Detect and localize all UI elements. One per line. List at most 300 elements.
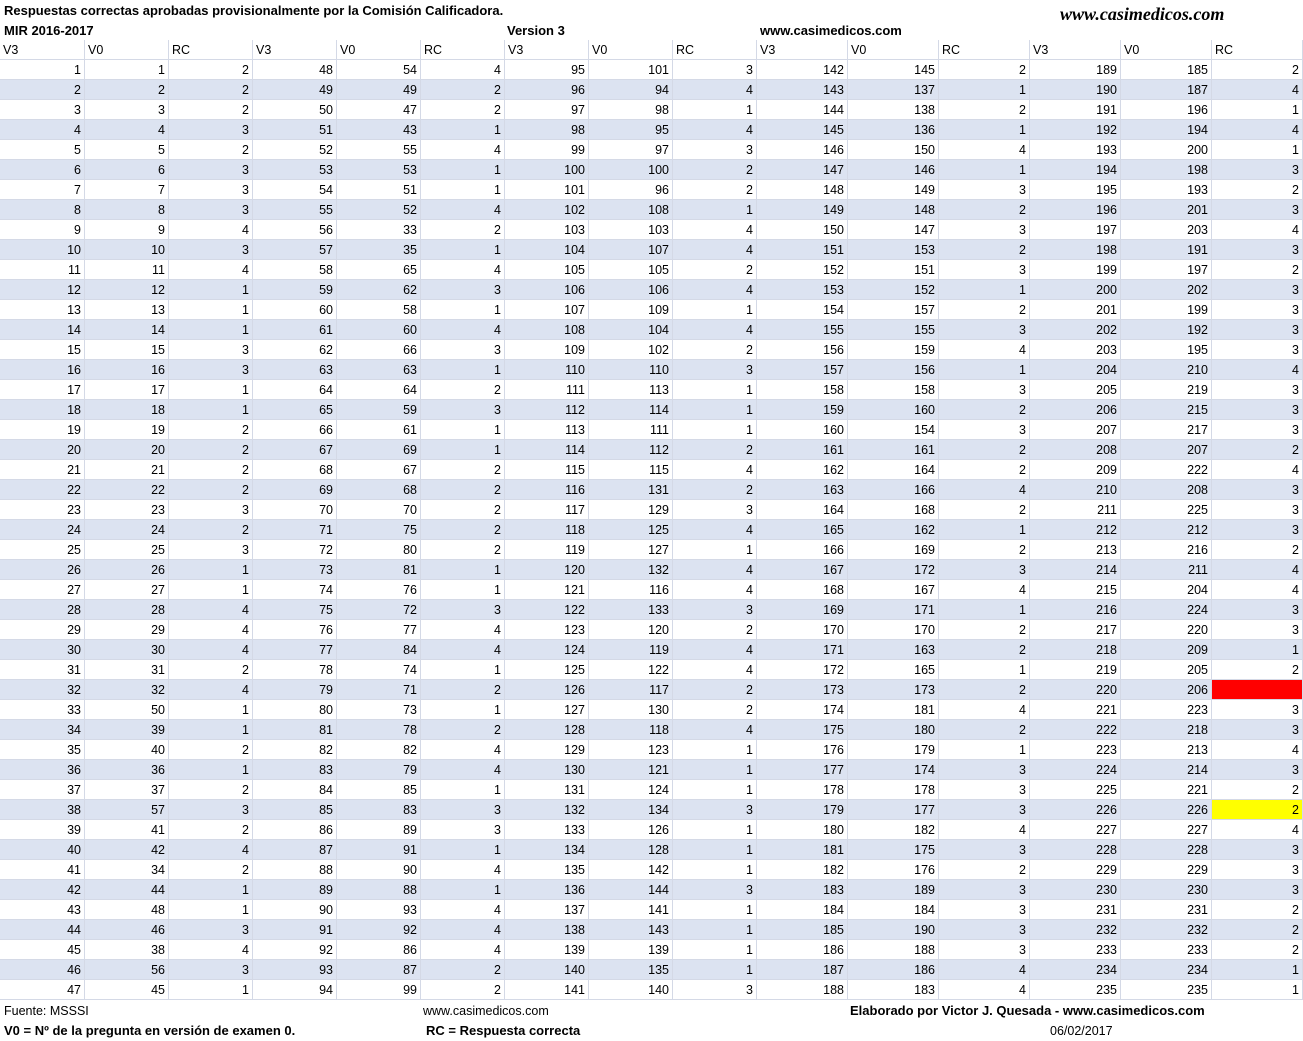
table-cell-v0: 12 (85, 280, 169, 300)
table-cell-rc: 1 (421, 160, 505, 180)
table-cell-v3: 100 (505, 160, 589, 180)
table-cell-v3: 34 (0, 720, 85, 740)
table-cell-v0: 133 (589, 600, 673, 620)
table-cell-rc: 3 (1212, 620, 1303, 640)
table-cell-v3: 61 (253, 320, 337, 340)
table-cell-v0: 192 (1121, 320, 1212, 340)
table-cell-rc: 1 (421, 360, 505, 380)
table-cell-v0: 140 (589, 980, 673, 1000)
table-cell-v0: 52 (337, 200, 421, 220)
table-cell-v0: 130 (589, 700, 673, 720)
table-row (0, 940, 1303, 960)
table-cell-rc: 1 (673, 960, 757, 980)
table-cell-v0: 33 (337, 220, 421, 240)
table-cell-v0: 89 (337, 820, 421, 840)
table-cell-v3: 136 (505, 880, 589, 900)
table-cell-v3: 99 (505, 140, 589, 160)
table-cell-rc: 4 (673, 320, 757, 340)
table-cell-rc: 1 (421, 660, 505, 680)
table-cell-rc: 1 (421, 120, 505, 140)
table-cell-v3: 83 (253, 760, 337, 780)
table-cell-rc: 1 (1212, 980, 1303, 1000)
table-cell-rc: 1 (169, 320, 253, 340)
table-cell-v0: 198 (1121, 160, 1212, 180)
table-cell-v0: 119 (589, 640, 673, 660)
table-cell-rc: 3 (939, 880, 1030, 900)
table-cell-v3: 149 (757, 200, 848, 220)
table-cell-rc: 4 (421, 140, 505, 160)
table-cell-rc: 3 (673, 60, 757, 80)
table-cell-v3: 39 (0, 820, 85, 840)
table-cell-v3: 231 (1030, 900, 1121, 920)
table-cell-v3: 179 (757, 800, 848, 820)
table-cell-v3: 123 (505, 620, 589, 640)
table-cell-v0: 77 (337, 620, 421, 640)
table-cell-v0: 71 (337, 680, 421, 700)
table-cell-v0: 101 (589, 60, 673, 80)
table-cell-v3: 198 (1030, 240, 1121, 260)
table-cell-v3: 121 (505, 580, 589, 600)
table-cell-v0: 112 (589, 440, 673, 460)
table-cell-rc: 3 (939, 760, 1030, 780)
table-cell-rc: 1 (673, 840, 757, 860)
table-cell-rc: 1 (169, 560, 253, 580)
table-cell-rc: 2 (939, 460, 1030, 480)
table-cell-v3: 154 (757, 300, 848, 320)
table-cell-v3: 88 (253, 860, 337, 880)
table-cell-v3: 50 (253, 100, 337, 120)
table-cell-rc: 1 (421, 700, 505, 720)
table-cell-v0: 98 (589, 100, 673, 120)
table-cell-v3: 66 (253, 420, 337, 440)
table-cell-rc: 2 (1212, 60, 1303, 80)
table-cell-rc: 1 (1212, 100, 1303, 120)
table-cell-v3: 1 (0, 60, 85, 80)
table-cell-v3: 101 (505, 180, 589, 200)
table-row (0, 320, 1303, 340)
table-cell-v0: 32 (85, 680, 169, 700)
table-cell-rc: 4 (1212, 580, 1303, 600)
table-cell-v0: 127 (589, 540, 673, 560)
table-cell-v3: 44 (0, 920, 85, 940)
table-cell-v0: 171 (848, 600, 939, 620)
table-cell-v0: 230 (1121, 880, 1212, 900)
table-cell-v0: 197 (1121, 260, 1212, 280)
table-cell-v0: 64 (337, 380, 421, 400)
table-row (0, 220, 1303, 240)
table-cell-rc: 3 (1212, 320, 1303, 340)
table-cell-rc: 2 (421, 980, 505, 1000)
table-cell-rc: 4 (939, 820, 1030, 840)
table-cell-v3: 128 (505, 720, 589, 740)
table-cell-rc: 1 (169, 760, 253, 780)
table-cell-rc: 4 (421, 260, 505, 280)
table-cell-rc: 3 (1212, 200, 1303, 220)
brand-logo-text: www.casimedicos.com (1060, 4, 1225, 24)
table-cell-rc: 2 (421, 100, 505, 120)
table-cell-v3: 70 (253, 500, 337, 520)
table-cell-v3: 133 (505, 820, 589, 840)
table-cell-v0: 48 (85, 900, 169, 920)
table-cell-v3: 211 (1030, 500, 1121, 520)
table-cell-v3: 110 (505, 360, 589, 380)
table-cell-v0: 184 (848, 900, 939, 920)
table-row (0, 460, 1303, 480)
table-cell-v3: 156 (757, 340, 848, 360)
table-cell-rc: 3 (1212, 160, 1303, 180)
table-cell-v0: 25 (85, 540, 169, 560)
table-cell-v0: 159 (848, 340, 939, 360)
table-cell-v3: 125 (505, 660, 589, 680)
table-row (0, 520, 1303, 540)
table-cell-v3: 193 (1030, 140, 1121, 160)
table-cell-rc: 1 (169, 700, 253, 720)
table-cell-rc: 2 (1212, 180, 1303, 200)
table-cell-v0: 117 (589, 680, 673, 700)
table-cell-rc: 1 (169, 880, 253, 900)
table-cell-v0: 166 (848, 480, 939, 500)
table-cell-rc: 4 (1212, 460, 1303, 480)
table-cell-v0: 223 (1121, 700, 1212, 720)
table-cell-v0: 28 (85, 600, 169, 620)
column-header-v3: V3 (757, 40, 848, 60)
table-cell-rc: 3 (939, 220, 1030, 240)
table-cell-v3: 200 (1030, 280, 1121, 300)
table-cell-v3: 42 (0, 880, 85, 900)
table-cell-rc: 2 (939, 200, 1030, 220)
table-cell-v0: 179 (848, 740, 939, 760)
table-cell-v3: 197 (1030, 220, 1121, 240)
table-cell-v3: 153 (757, 280, 848, 300)
table-cell-v3: 74 (253, 580, 337, 600)
table-cell-v0: 156 (848, 360, 939, 380)
table-cell-v3: 188 (757, 980, 848, 1000)
table-cell-v3: 40 (0, 840, 85, 860)
table-cell-v3: 191 (1030, 100, 1121, 120)
table-cell-v3: 36 (0, 760, 85, 780)
table-cell-rc: 2 (939, 300, 1030, 320)
table-cell-rc: 1 (421, 580, 505, 600)
table-cell-v3: 89 (253, 880, 337, 900)
table-cell-v3: 59 (253, 280, 337, 300)
table-cell-rc: 1 (673, 900, 757, 920)
table-row (0, 120, 1303, 140)
table-cell-v3: 81 (253, 720, 337, 740)
table-cell-rc: 2 (421, 480, 505, 500)
table-cell-rc: 3 (1212, 840, 1303, 860)
table-cell-v3: 26 (0, 560, 85, 580)
table-cell-v3: 208 (1030, 440, 1121, 460)
table-cell-v0: 128 (589, 840, 673, 860)
table-cell-v3: 170 (757, 620, 848, 640)
table-cell-rc: 3 (169, 120, 253, 140)
table-cell-v3: 41 (0, 860, 85, 880)
table-row (0, 480, 1303, 500)
table-cell-v0: 14 (85, 320, 169, 340)
table-cell-v3: 79 (253, 680, 337, 700)
table-cell-rc: 4 (1212, 740, 1303, 760)
table-cell-v0: 167 (848, 580, 939, 600)
table-cell-v3: 145 (757, 120, 848, 140)
table-cell-v3: 221 (1030, 700, 1121, 720)
table-cell-rc: 1 (939, 160, 1030, 180)
table-cell-v0: 93 (337, 900, 421, 920)
table-cell-rc: 3 (1212, 480, 1303, 500)
table-cell-v3: 204 (1030, 360, 1121, 380)
table-cell-v3: 135 (505, 860, 589, 880)
table-cell-v0: 177 (848, 800, 939, 820)
table-row (0, 580, 1303, 600)
table-cell-rc: 1 (421, 300, 505, 320)
table-cell-v0: 15 (85, 340, 169, 360)
table-cell-rc: 3 (939, 560, 1030, 580)
table-cell-rc: 2 (939, 400, 1030, 420)
table-cell-v3: 35 (0, 740, 85, 760)
table-cell-v3: 60 (253, 300, 337, 320)
table-cell-rc: 3 (421, 800, 505, 820)
table-cell-v0: 63 (337, 360, 421, 380)
column-header-v0: V0 (85, 40, 169, 60)
table-cell-rc: 4 (939, 340, 1030, 360)
table-cell-rc: 4 (1212, 80, 1303, 100)
table-cell-v3: 43 (0, 900, 85, 920)
table-cell-rc: 2 (1212, 920, 1303, 940)
table-cell-v0: 126 (589, 820, 673, 840)
table-cell-rc: 3 (1212, 400, 1303, 420)
table-cell-v3: 144 (757, 100, 848, 120)
table-cell-rc: 2 (939, 640, 1030, 660)
table-cell-v3: 30 (0, 640, 85, 660)
table-cell-rc: 2 (169, 660, 253, 680)
table-cell-rc: 1 (421, 440, 505, 460)
table-cell-v3: 235 (1030, 980, 1121, 1000)
table-cell-rc (1212, 680, 1303, 700)
table-cell-v0: 199 (1121, 300, 1212, 320)
table-cell-v0: 225 (1121, 500, 1212, 520)
table-cell-v3: 190 (1030, 80, 1121, 100)
table-cell-rc: 4 (421, 320, 505, 340)
table-row (0, 700, 1303, 720)
table-cell-v3: 92 (253, 940, 337, 960)
table-cell-rc: 4 (939, 980, 1030, 1000)
table-cell-v3: 173 (757, 680, 848, 700)
table-cell-v3: 216 (1030, 600, 1121, 620)
footer-rc-note: RC = Respuesta correcta (426, 1023, 581, 1038)
table-cell-rc: 3 (421, 820, 505, 840)
table-cell-v0: 210 (1121, 360, 1212, 380)
table-cell-v0: 122 (589, 660, 673, 680)
table-cell-v0: 61 (337, 420, 421, 440)
column-header-v3: V3 (0, 40, 85, 60)
table-cell-v3: 120 (505, 560, 589, 580)
footer-v0-note: V0 = Nº de la pregunta en versión de examen 0. (4, 1023, 296, 1038)
table-cell-rc: 4 (421, 620, 505, 640)
table-cell-v0: 196 (1121, 100, 1212, 120)
table-cell-v3: 51 (253, 120, 337, 140)
table-cell-rc: 2 (1212, 940, 1303, 960)
table-cell-v0: 215 (1121, 400, 1212, 420)
table-cell-v0: 233 (1121, 940, 1212, 960)
table-cell-v3: 55 (253, 200, 337, 220)
table-cell-rc: 3 (939, 840, 1030, 860)
table-cell-v0: 29 (85, 620, 169, 640)
table-cell-rc: 2 (1212, 260, 1303, 280)
column-header-v3: V3 (1030, 40, 1121, 60)
table-cell-v0: 141 (589, 900, 673, 920)
table-cell-v3: 73 (253, 560, 337, 580)
table-cell-v0: 85 (337, 780, 421, 800)
table-cell-v3: 233 (1030, 940, 1121, 960)
table-cell-v0: 211 (1121, 560, 1212, 580)
table-cell-v0: 183 (848, 980, 939, 1000)
table-cell-v3: 57 (253, 240, 337, 260)
table-cell-v0: 42 (85, 840, 169, 860)
table-cell-v0: 105 (589, 260, 673, 280)
table-cell-rc: 1 (673, 200, 757, 220)
table-cell-rc: 2 (939, 680, 1030, 700)
table-cell-v0: 19 (85, 420, 169, 440)
table-cell-rc: 1 (169, 280, 253, 300)
table-cell-v0: 155 (848, 320, 939, 340)
table-cell-v0: 217 (1121, 420, 1212, 440)
table-cell-rc: 1 (673, 760, 757, 780)
table-cell-v0: 228 (1121, 840, 1212, 860)
table-cell-v0: 134 (589, 800, 673, 820)
table-cell-rc: 4 (673, 240, 757, 260)
table-cell-rc: 1 (421, 420, 505, 440)
table-cell-v3: 105 (505, 260, 589, 280)
table-cell-v3: 86 (253, 820, 337, 840)
table-cell-v0: 39 (85, 720, 169, 740)
table-cell-v3: 45 (0, 940, 85, 960)
column-header-rc: RC (939, 40, 1030, 60)
table-row (0, 660, 1303, 680)
table-cell-v0: 23 (85, 500, 169, 520)
table-cell-rc: 1 (939, 80, 1030, 100)
table-row (0, 900, 1303, 920)
table-cell-v0: 34 (85, 860, 169, 880)
table-cell-v3: 103 (505, 220, 589, 240)
table-cell-v3: 6 (0, 160, 85, 180)
table-cell-rc: 2 (421, 960, 505, 980)
table-cell-v3: 104 (505, 240, 589, 260)
table-cell-rc: 1 (421, 880, 505, 900)
table-cell-v0: 27 (85, 580, 169, 600)
table-cell-v3: 218 (1030, 640, 1121, 660)
table-cell-rc: 3 (673, 880, 757, 900)
table-cell-v0: 83 (337, 800, 421, 820)
table-cell-v3: 3 (0, 100, 85, 120)
column-header-v0: V0 (1121, 40, 1212, 60)
table-cell-v3: 134 (505, 840, 589, 860)
table-cell-v3: 147 (757, 160, 848, 180)
table-row (0, 920, 1303, 940)
table-cell-v3: 67 (253, 440, 337, 460)
table-cell-rc: 4 (1212, 120, 1303, 140)
table-cell-v3: 9 (0, 220, 85, 240)
table-cell-rc: 4 (421, 860, 505, 880)
table-cell-v0: 22 (85, 480, 169, 500)
table-cell-v0: 124 (589, 780, 673, 800)
table-cell-v0: 99 (337, 980, 421, 1000)
table-cell-v3: 206 (1030, 400, 1121, 420)
table-cell-v0: 176 (848, 860, 939, 880)
table-cell-v0: 68 (337, 480, 421, 500)
table-cell-v3: 146 (757, 140, 848, 160)
table-cell-v0: 216 (1121, 540, 1212, 560)
table-cell-v0: 120 (589, 620, 673, 640)
table-cell-v0: 10 (85, 240, 169, 260)
table-cell-v3: 116 (505, 480, 589, 500)
table-cell-rc: 2 (421, 540, 505, 560)
table-cell-v3: 160 (757, 420, 848, 440)
table-cell-rc: 2 (939, 440, 1030, 460)
table-cell-v3: 166 (757, 540, 848, 560)
table-cell-rc: 4 (421, 920, 505, 940)
table-cell-v0: 81 (337, 560, 421, 580)
table-cell-v3: 139 (505, 940, 589, 960)
table-cell-v3: 22 (0, 480, 85, 500)
table-cell-v3: 129 (505, 740, 589, 760)
table-cell-v3: 141 (505, 980, 589, 1000)
table-cell-v3: 56 (253, 220, 337, 240)
table-cell-v0: 111 (589, 420, 673, 440)
table-cell-rc: 4 (673, 280, 757, 300)
table-cell-v0: 110 (589, 360, 673, 380)
table-cell-v0: 45 (85, 980, 169, 1000)
table-cell-v3: 219 (1030, 660, 1121, 680)
table-cell-v3: 91 (253, 920, 337, 940)
table-cell-rc: 2 (939, 60, 1030, 80)
table-cell-v3: 33 (0, 700, 85, 720)
table-cell-v3: 13 (0, 300, 85, 320)
table-cell-rc: 1 (673, 740, 757, 760)
table-cell-rc: 3 (1212, 420, 1303, 440)
table-cell-rc: 4 (421, 740, 505, 760)
table-cell-v0: 158 (848, 380, 939, 400)
table-cell-v3: 29 (0, 620, 85, 640)
table-cell-v3: 109 (505, 340, 589, 360)
table-cell-v3: 162 (757, 460, 848, 480)
table-cell-v0: 218 (1121, 720, 1212, 740)
table-cell-v3: 119 (505, 540, 589, 560)
table-cell-v3: 97 (505, 100, 589, 120)
table-cell-rc: 3 (939, 920, 1030, 940)
table-cell-v3: 161 (757, 440, 848, 460)
table-cell-v3: 212 (1030, 520, 1121, 540)
table-cell-rc: 2 (421, 380, 505, 400)
table-cell-v0: 145 (848, 60, 939, 80)
table-cell-v0: 4 (85, 120, 169, 140)
table-cell-v0: 194 (1121, 120, 1212, 140)
table-cell-rc: 3 (421, 600, 505, 620)
table-cell-v3: 178 (757, 780, 848, 800)
table-cell-rc: 4 (169, 840, 253, 860)
table-cell-v3: 199 (1030, 260, 1121, 280)
table-cell-v0: 80 (337, 540, 421, 560)
table-cell-v3: 220 (1030, 680, 1121, 700)
table-cell-rc: 2 (1212, 900, 1303, 920)
table-cell-v3: 90 (253, 900, 337, 920)
table-cell-rc: 2 (421, 220, 505, 240)
table-cell-v3: 229 (1030, 860, 1121, 880)
table-cell-v0: 226 (1121, 800, 1212, 820)
table-row (0, 140, 1303, 160)
table-cell-v0: 92 (337, 920, 421, 940)
table-cell-v3: 7 (0, 180, 85, 200)
table-cell-rc: 2 (1212, 800, 1303, 820)
table-cell-v0: 200 (1121, 140, 1212, 160)
